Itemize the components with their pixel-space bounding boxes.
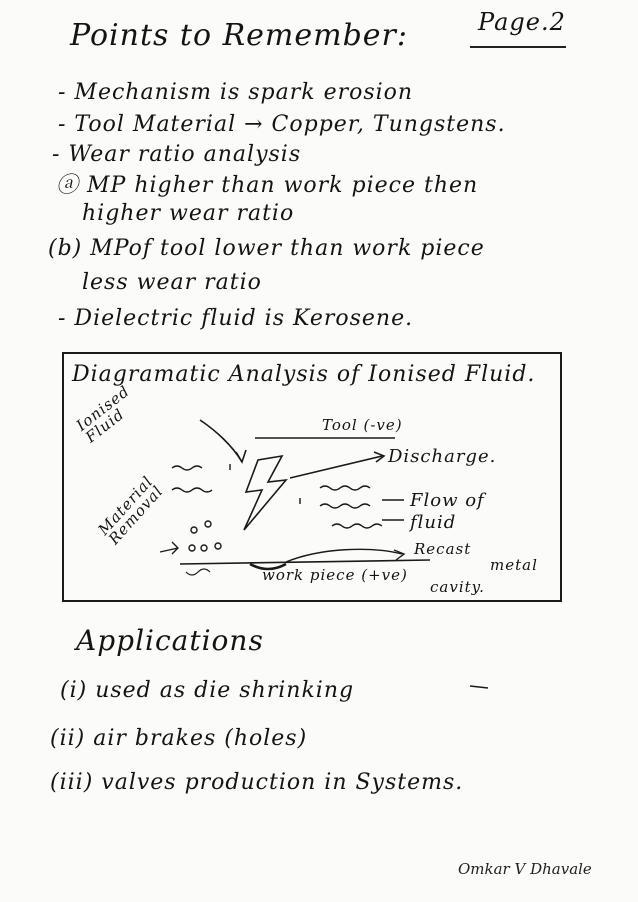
- application-item-2: (ii) air brakes (holes): [50, 726, 308, 751]
- cavity-label: cavity.: [430, 578, 485, 596]
- application-item-3: (iii) valves production in Systems.: [50, 770, 464, 795]
- point-tool-material: - Tool Material → Copper, Tungstens.: [58, 112, 506, 137]
- author-signature: Omkar V Dhavale: [458, 860, 592, 878]
- recast-label: Recast: [414, 540, 472, 558]
- workpiece-surface-line: [180, 560, 430, 564]
- point-b-line2: less wear ratio: [82, 270, 262, 295]
- page-number: Page.2: [478, 8, 566, 36]
- material-removal-label: Material Removal: [94, 472, 167, 549]
- ionised-fluid-label: Ionised Fluid: [72, 381, 134, 447]
- ionised-fluid-arrow: [200, 420, 242, 462]
- workpiece-label: work piece (+ve): [262, 566, 408, 584]
- applications-title: Applications: [76, 624, 264, 657]
- tool-label: Tool (-ve): [322, 416, 403, 434]
- removed-particles: [160, 521, 221, 554]
- application-item-1: (i) used as die shrinking: [60, 678, 355, 703]
- discharge-label: Discharge.: [388, 446, 497, 467]
- fluid-wave-marks: [172, 464, 382, 528]
- point-a-line2: higher wear ratio: [82, 201, 295, 226]
- fluid-label: fluid: [410, 512, 457, 533]
- point-mechanism: - Mechanism is spark erosion: [58, 80, 414, 105]
- page-title: Points to Remember:: [70, 18, 408, 53]
- discharge-arrow: [290, 456, 382, 478]
- point-wear-ratio: - Wear ratio analysis: [52, 142, 302, 167]
- flow-of-label: Flow of: [410, 490, 485, 511]
- diagram-title: Diagramatic Analysis of Ionised Fluid.: [72, 362, 536, 387]
- metal-label: metal: [490, 556, 538, 574]
- point-dielectric: - Dielectric fluid is Kerosene.: [58, 306, 414, 331]
- point-b-line1: (b) MPof tool lower than work piece: [48, 236, 485, 261]
- point-a-line1: ⓐ MP higher than work piece then: [56, 173, 479, 198]
- spark-bolt-icon: [244, 456, 286, 530]
